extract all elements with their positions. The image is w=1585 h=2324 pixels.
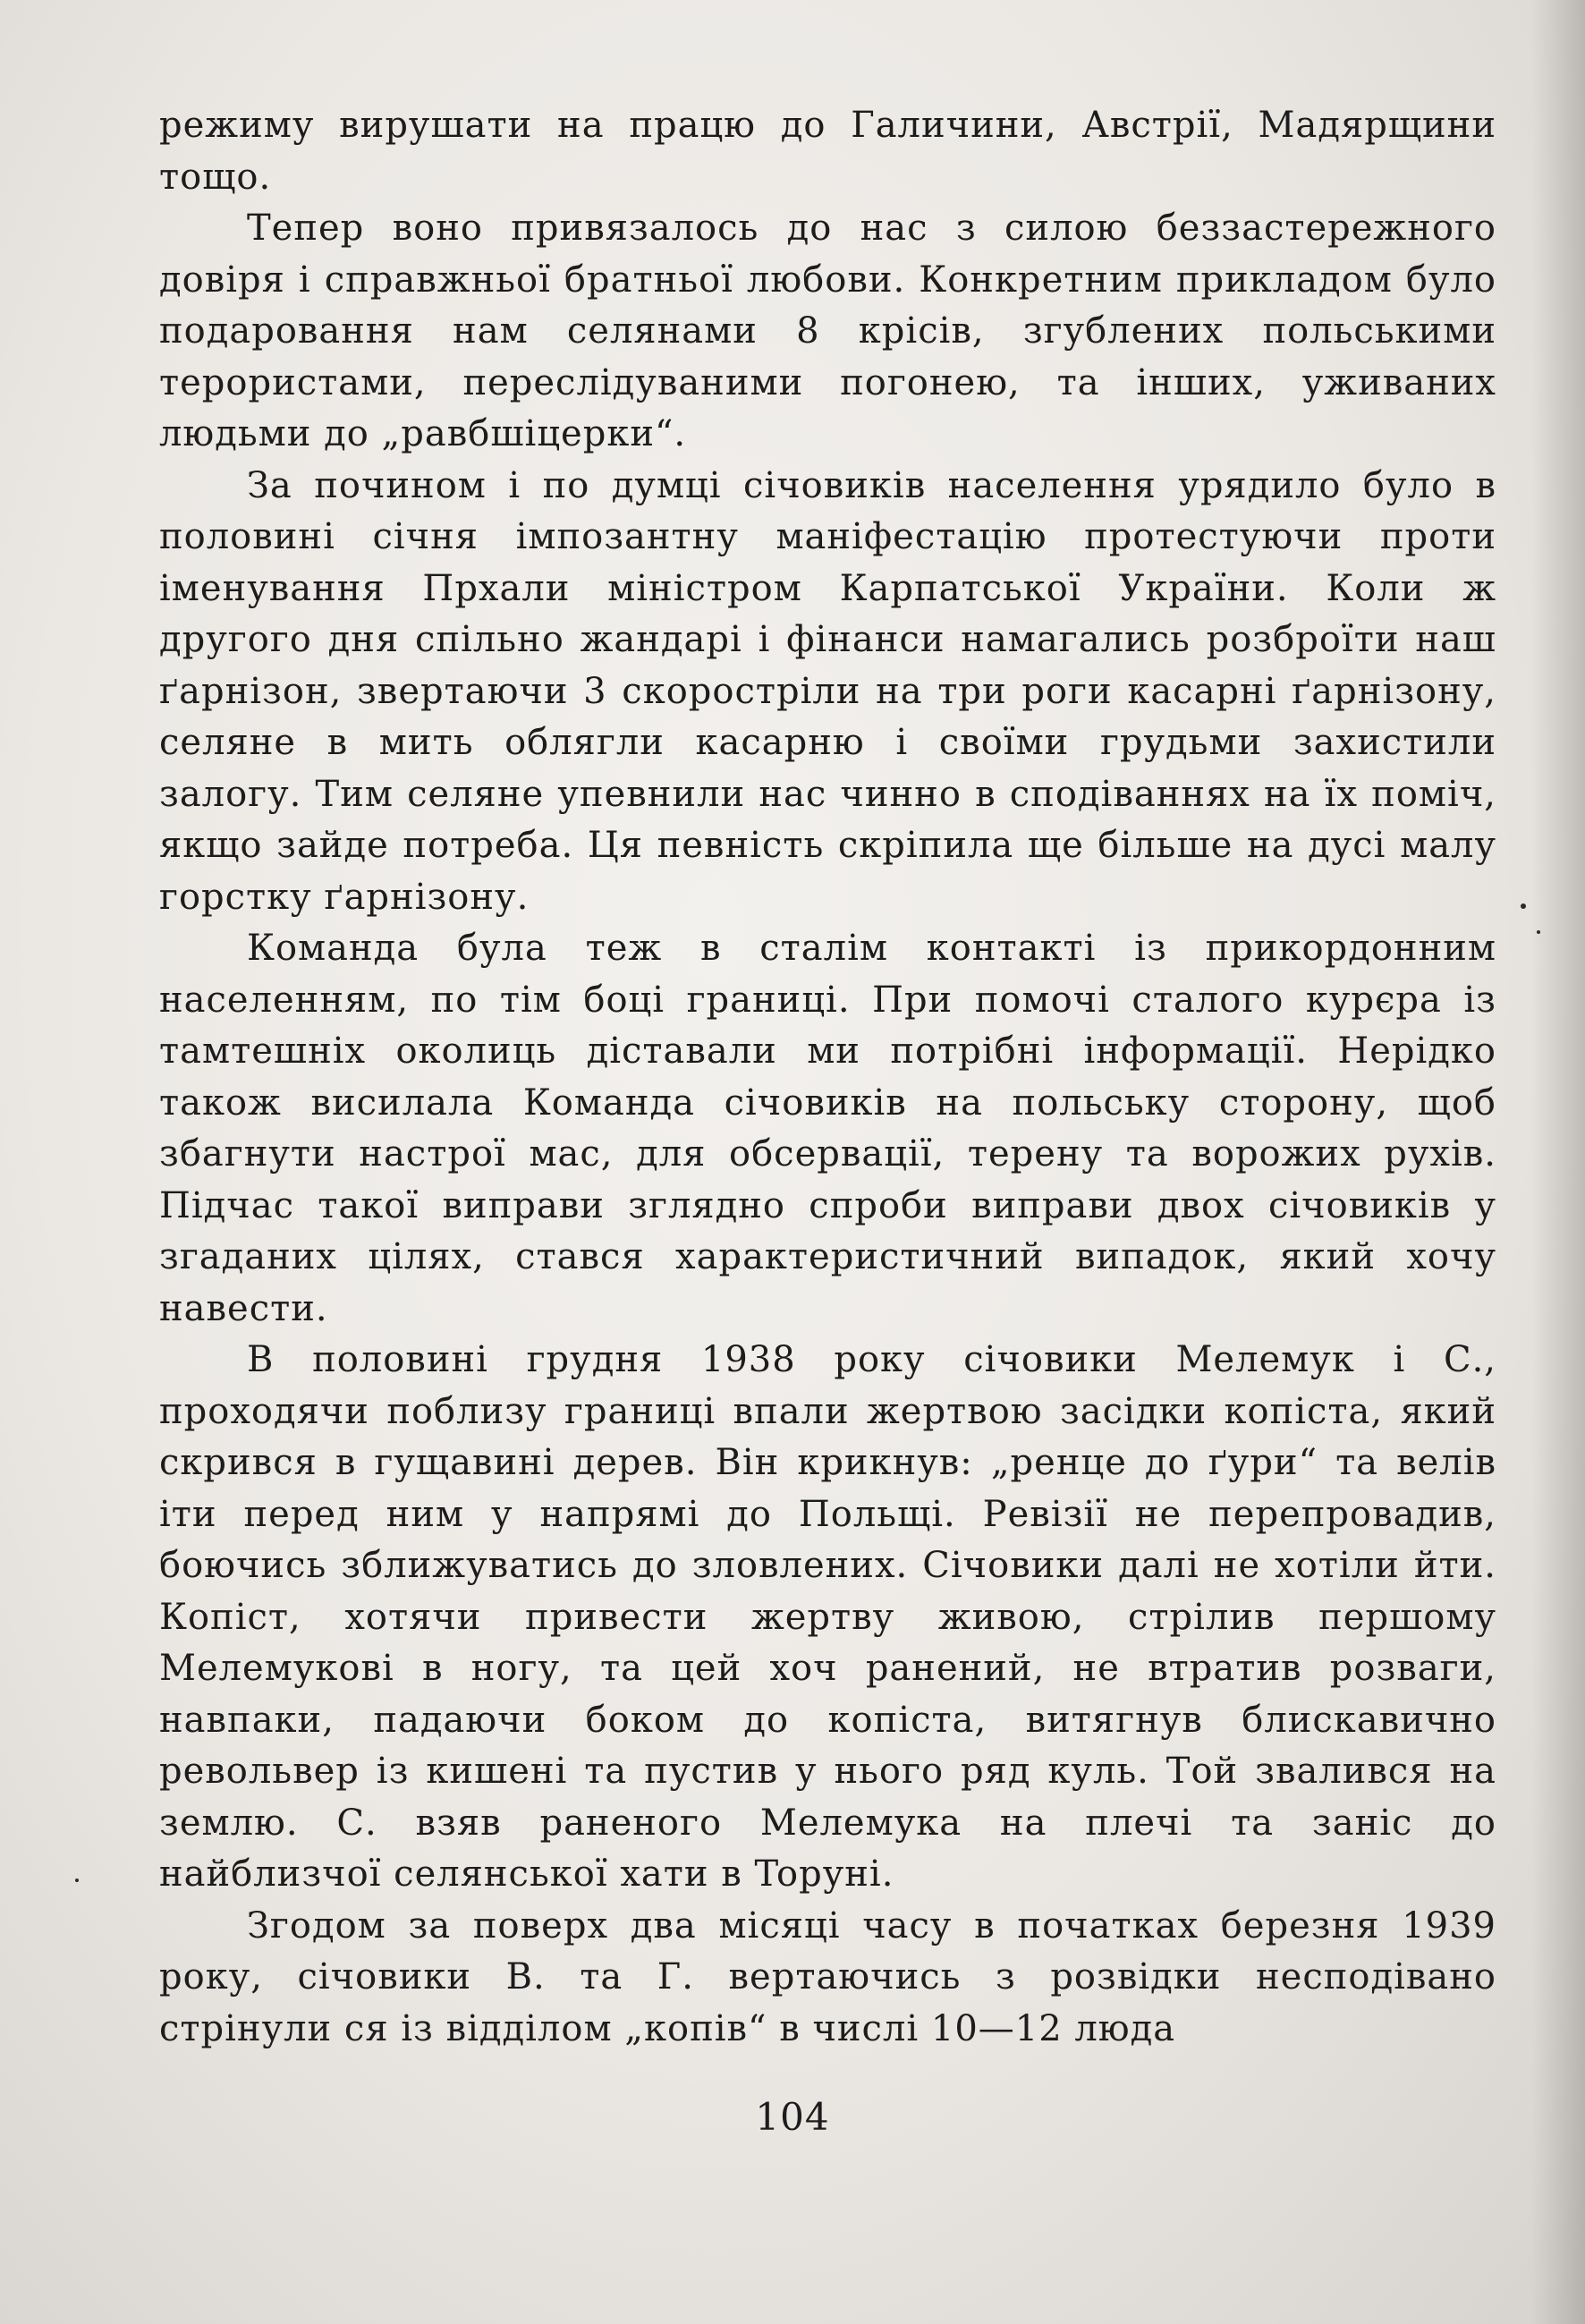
paragraph-trust: Тепер воно привязалось до нас з силою беззастережного довіря і справжньої братньої любови. Конкретним прикладом було подаровання нам селянами 8 крісів, згублених польськими терористами, переслідуваними погонею, та інших, уживаних людьми до „равбшіцерки“. bbox=[159, 208, 1496, 454]
page-body-text bbox=[159, 100, 1496, 2055]
print-speck bbox=[1521, 903, 1526, 909]
paragraph-continuation: режиму вирушати на працю до Галичини, Австрії, Мадярщини тощо. bbox=[159, 105, 1496, 198]
paragraph-march-incident: Згодом за поверх два місяці часу в початках березня 1939 року, січовики В. та Г. вертаючись з розвідки несподівано стрінули ся із відділом „копів“ в числі 10—12 люда bbox=[159, 1904, 1496, 2049]
paragraph-border-contact: Команда була теж в сталім контакті із прикордонним населенням, по тім боці границі. При помочі сталого курєра із тамтешніх околиць діставали ми потрібні інформації. Нерідко також висилала Команда січовиків на польську сторону, щоб збагнути настрої мас, для обсервації, терену та ворожих рухів. Підчас такої виправи зглядно спроби виправи двох січовиків у згаданих цілях, стався характеристичний випадок, який хочу навести. bbox=[159, 928, 1496, 1329]
paragraph-manifestation: За почином і по думці січовиків населення урядило було в половині січня імпозантну маніфестацію протестуючи проти іменування Прхали міністром Карпатської України. Коли ж другого дня спільно жандарі і фінанси намагались розброїти наш ґарнізон, звертаючи 3 скоростріли на три роги касарні ґарнізону, селяне в мить облягли касарню і своїми грудьми захистили залогу. Тим селяне упевнили нас чинно в сподіваннях на їх поміч, якщо зайде потреба. Ця певність скріпила ще більше на дусі малу горстку ґарнізону. bbox=[159, 464, 1496, 918]
print-speck bbox=[1537, 930, 1540, 934]
page-number: 104 bbox=[755, 2095, 830, 2139]
print-speck bbox=[75, 1879, 79, 1882]
paragraph-december-incident: В половині грудня 1938 року січовики Мелемук і С., проходячи поблизу границі впали жертвою засідки копіста, який скрився в гущавині дерев. Він крикнув: „ренце до ґури“ та велів іти перед ним у напрямі до Польщі. Ревізії не перепровадив, боючись зближуватись до зловлених. Січовики далі не хотіли йти. Копіст, хотячи привести жертву живою, стрілив першому Мелемукові в ногу, та цей хоч ранений, не втратив розваги, навпаки, падаючи боком до копіста, витягнув блискавично револьвер із кишені та пустив у нього ряд куль. Той звалився на землю. С. взяв раненого Мелемука на плечі та заніс до найблизчої селянської хати в Toруні. bbox=[159, 1339, 1496, 1895]
page-edge-shadow bbox=[1531, 0, 1585, 2324]
